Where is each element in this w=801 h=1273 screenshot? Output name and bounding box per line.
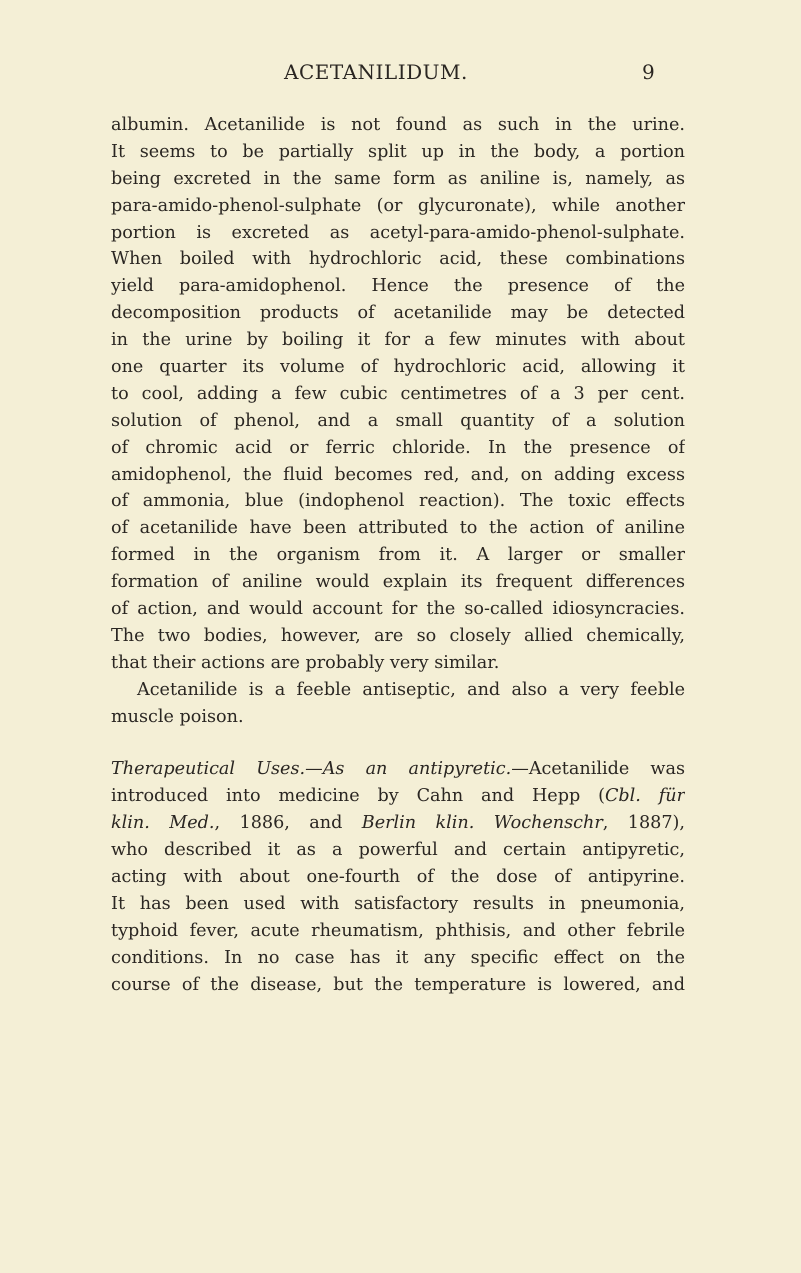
page-header <box>0 60 801 94</box>
text-line: portion is excreted as acetyl-para-amido-phenol-sulphate. <box>111 222 685 243</box>
text-line: It has been used with satisfactory results in pneumonia, <box>111 893 685 914</box>
text-line: course of the disease, but the temperature is lowered, and <box>111 974 685 995</box>
text-line: It seems to be partially split up in the body, a portion <box>111 141 685 162</box>
journal-citation: Cbl. für <box>604 786 685 807</box>
text-run: —Acetanilide was <box>511 759 685 780</box>
text-line: formed in the organism from it. A larger or smaller <box>111 545 685 566</box>
paragraph-3 <box>111 756 685 998</box>
text-line: muscle poison. <box>111 706 244 727</box>
body-text <box>111 112 685 999</box>
section-subheading: As an antipyretic. <box>322 759 512 780</box>
text-line: acting with about one-fourth of the dose of antipyrine. <box>111 867 685 888</box>
section-heading: Therapeutical Uses. <box>111 759 306 780</box>
text-line: in the urine by boiling it for a few minutes with about <box>111 330 685 351</box>
text-line: typhoid fever, acute rheumatism, phthisis, and other febrile <box>111 920 685 941</box>
text-line: albumin. Acetanilide is not found as such in the urine. <box>111 115 685 135</box>
text-line: The two bodies, however, are so closely allied chemically, <box>111 625 685 646</box>
text-line: of ammonia, blue (indophenol reaction). The toxic effects <box>111 491 685 512</box>
paragraph-2 <box>111 677 685 731</box>
dash: — <box>305 759 323 780</box>
text-line <box>111 810 685 837</box>
running-title: ACETANILIDUM. <box>284 60 468 84</box>
text-line: who described it as a powerful and certain antipyretic, <box>111 840 685 861</box>
text-line: When boiled with hydrochloric acid, these combinations <box>111 249 685 270</box>
text-line: to cool, adding a few cubic centimetres of a 3 per cent. <box>111 383 685 404</box>
text-line: solution of phenol, and a small quantity of a solution <box>111 410 685 431</box>
text-line: that their actions are probably very similar. <box>111 652 500 673</box>
text-run: , 1887), <box>602 813 685 834</box>
text-line: formation of aniline would explain its frequent differences <box>111 572 685 593</box>
paragraph-1 <box>111 112 685 677</box>
journal-citation: Berlin klin. Wochenschr <box>361 813 603 834</box>
text-line: of acetanilide have been attributed to the action of aniline <box>111 518 685 539</box>
text-line <box>111 783 685 810</box>
text-line: yield para-amidophenol. Hence the presence of the <box>111 276 685 297</box>
text-line: one quarter its volume of hydrochloric acid, allowing it <box>111 357 685 378</box>
text-line: amidophenol, the fluid becomes red, and, on adding excess <box>111 464 685 485</box>
text-run: , 1886, and <box>214 813 362 834</box>
text-line: being excreted in the same form as aniline is, namely, as <box>111 168 685 189</box>
paragraph-gap <box>111 730 685 756</box>
text-line <box>111 756 685 783</box>
text-line: para-amido-phenol-sulphate (or glycuronate), while another <box>111 195 685 216</box>
text-line: decomposition products of acetanilide may be detected <box>111 303 685 324</box>
text-line: of chromic acid or ferric chloride. In the presence of <box>111 437 685 458</box>
text-line: conditions. In no case has it any specific effect on the <box>111 947 685 968</box>
text-line: Acetanilide is a feeble antiseptic, and also a very feeble <box>137 679 685 700</box>
text-line: of action, and would account for the so-called idiosyncracies. <box>111 599 685 620</box>
text-run: introduced into medicine by Cahn and Hepp ( <box>111 786 605 807</box>
page-number: 9 <box>642 60 655 84</box>
journal-citation: klin. Med. <box>111 813 215 834</box>
